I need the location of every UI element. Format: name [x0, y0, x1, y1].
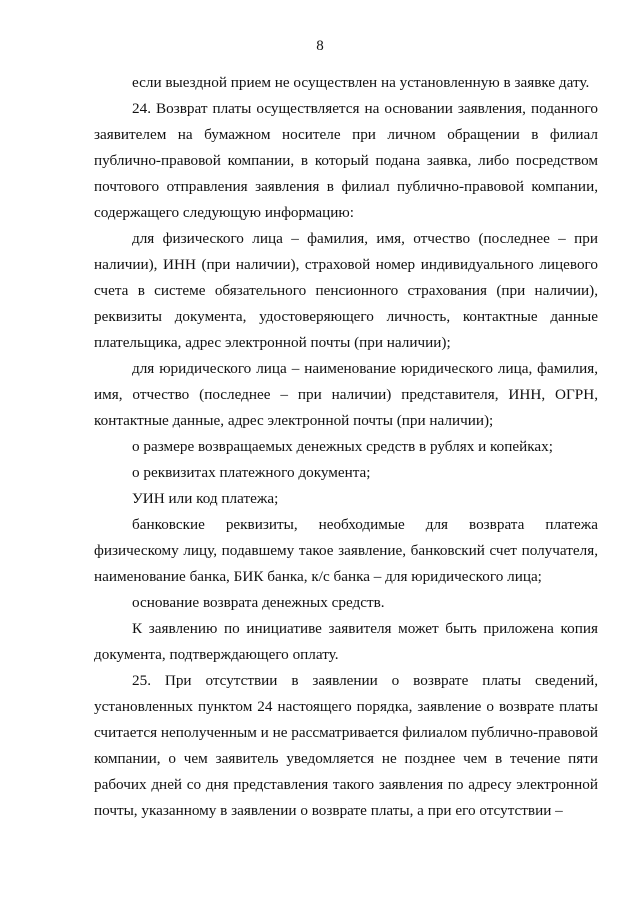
paragraph-refund-basis: основание возврата денежных средств.	[132, 594, 385, 611]
page-number: 8	[316, 38, 324, 54]
paragraph-24: 24. Возврат платы осуществляется на основании заявления, поданного заявителем на бумажном носителе при личном обращении в филиал публично-правовой компании, в который подана заявка, либо посредством почтового отправления заявления в филиал публично-правовой компании, содержащего следующую информацию:	[94, 100, 598, 221]
paragraph-continuation: если выездной прием не осуществлен на установленную в заявке дату.	[132, 74, 590, 91]
document-body	[94, 70, 598, 824]
paragraph-bank-details: банковские реквизиты, необходимые для возврата платежа физическому лицу, подавшему такое заявление, банковский счет получателя, наименование банка, БИК банка, к/с банка – для юридического лица;	[94, 516, 598, 585]
paragraph-individual: для физического лица – фамилия, имя, отчество (последнее – при наличии), ИНН (при наличии), страховой номер индивидуального лицевого счета в системе обязательного пенсионного страхования (при наличии), реквизиты документа, удостоверяющего личность, контактные данные плательщика, адрес электронной почты (при наличии);	[94, 230, 598, 351]
paragraph-attachment: К заявлению по инициативе заявителя может быть приложена копия документа, подтверждающего оплату.	[94, 620, 598, 663]
paragraph-amount: о размере возвращаемых денежных средств в рублях и копейках;	[132, 438, 553, 455]
paragraph-payment-doc: о реквизитах платежного документа;	[132, 464, 371, 481]
paragraph-legal-entity: для юридического лица – наименование юридического лица, фамилия, имя, отчество (последнее – при наличии) представителя, ИНН, ОГРН, контактные данные, адрес электронной почты (при наличии);	[94, 360, 598, 429]
paragraph-uin: УИН или код платежа;	[132, 490, 279, 507]
paragraph-25: 25. При отсутствии в заявлении о возврате платы сведений, установленных пунктом 24 настоящего порядка, заявление о возврате платы считается неполученным и не рассматривается филиалом публично-правовой компании, о чем заявитель уведомляется не позднее чем в течение пяти рабочих дней со дня представления такого заявления по адресу электронной почты, указанному в заявлении о возврате платы, а при его отсутствии –	[94, 672, 599, 819]
